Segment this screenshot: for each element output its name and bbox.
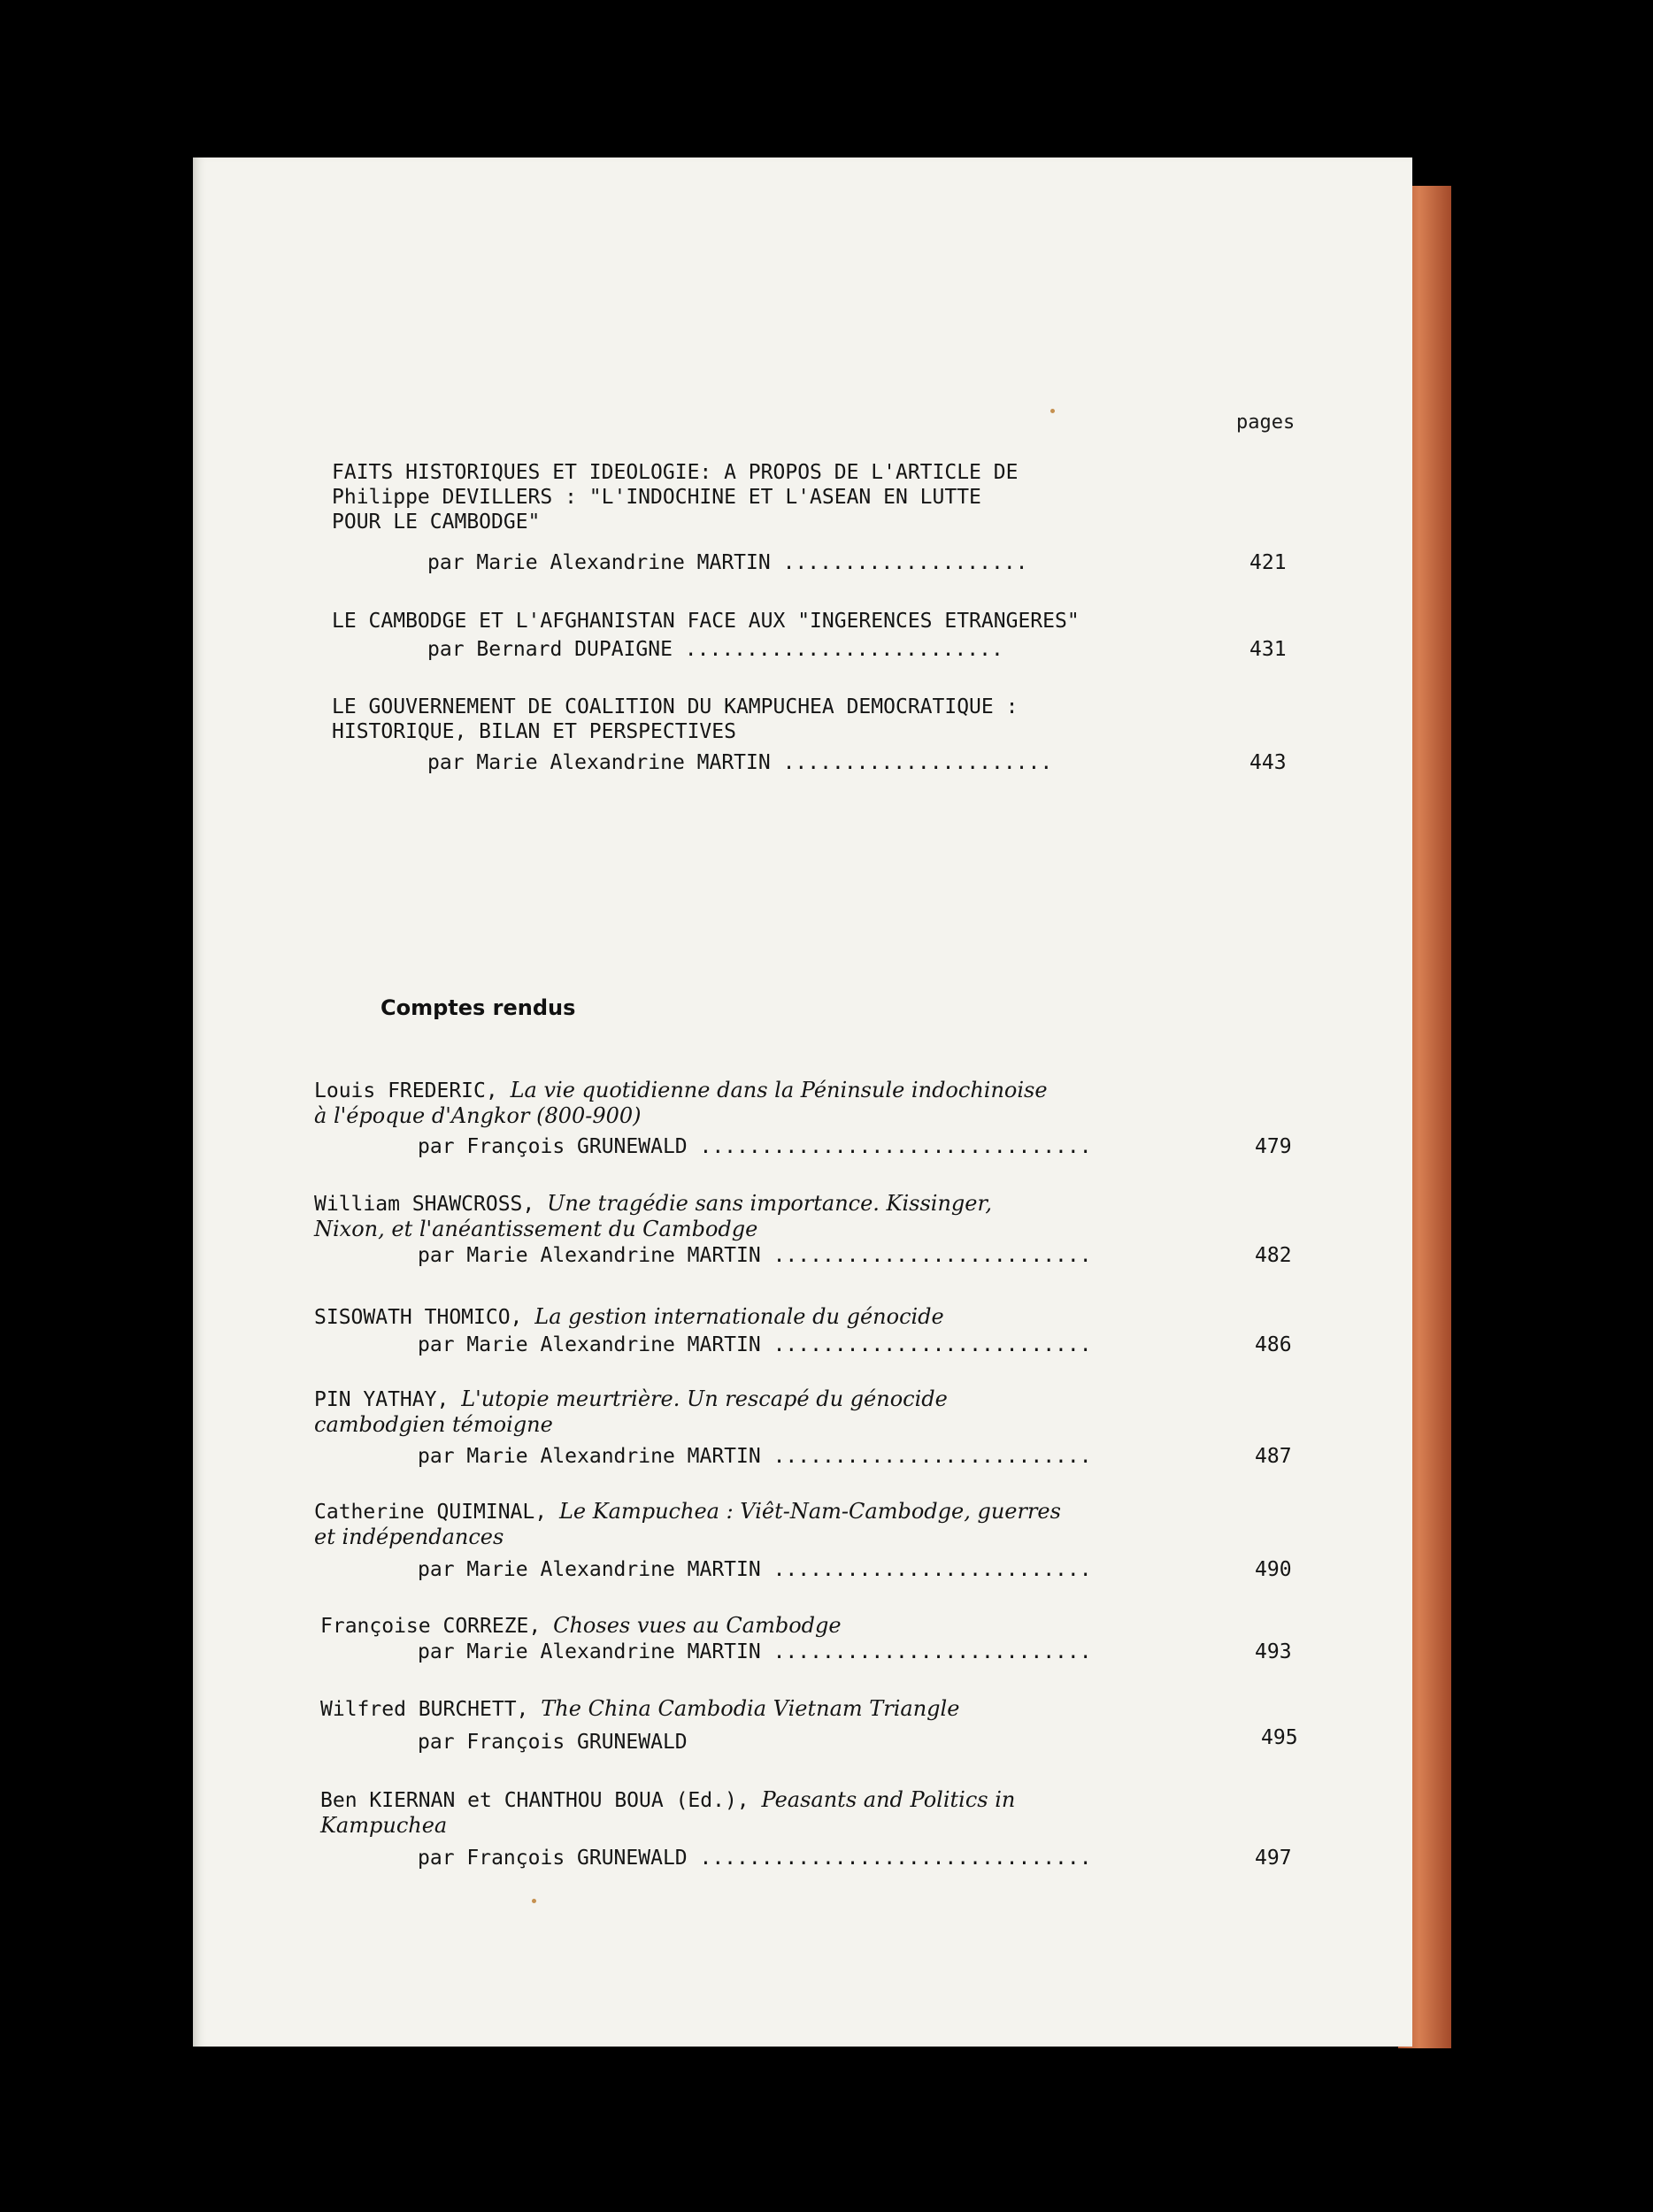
review-title: La gestion internationale du génocide: [534, 1304, 944, 1329]
review-title-continued: à l'époque d'Angkor (800-900): [314, 1103, 642, 1128]
review-entry: [320, 1613, 842, 1639]
review-entry: [320, 1787, 1015, 1838]
review-entry: [314, 1499, 1061, 1549]
review-title-continued: Kampuchea: [320, 1813, 448, 1838]
review-byline: par Marie Alexandrine MARTIN ..........................: [418, 1244, 1092, 1267]
article-title-line: POUR LE CAMBODGE": [332, 511, 541, 534]
article-title-line: Philippe DEVILLERS : "L'INDOCHINE ET L'ASEAN EN LUTTE: [332, 486, 981, 509]
review-page-number: 486: [1255, 1333, 1292, 1356]
article-byline: par Marie Alexandrine MARTIN ....................: [427, 551, 1028, 574]
article-entry: [332, 460, 1018, 534]
article-entry: [332, 695, 1018, 744]
article-byline: par Bernard DUPAIGNE ..........................: [427, 638, 1003, 661]
review-byline: par Marie Alexandrine MARTIN ..........................: [418, 1640, 1092, 1663]
review-author: William SHAWCROSS,: [314, 1193, 535, 1216]
article-title-line: LE CAMBODGE ET L'AFGHANISTAN FACE AUX "INGERENCES ETRANGERES": [332, 610, 1080, 633]
review-page-number: 479: [1255, 1135, 1292, 1158]
review-title: L'utopie meurtrière. Un rescapé du génocide: [461, 1386, 948, 1411]
review-title: Une tragédie sans importance. Kissinger,: [547, 1191, 992, 1216]
review-author: Louis FREDERIC,: [314, 1079, 498, 1102]
review-entry: [314, 1304, 944, 1330]
review-author: Catherine QUIMINAL,: [314, 1501, 548, 1524]
review-entry: [320, 1696, 959, 1722]
review-title: The China Cambodia Vietnam Triangle: [541, 1696, 960, 1721]
review-page-number: 482: [1255, 1244, 1292, 1267]
section-heading-comptes-rendus: Comptes rendus: [381, 995, 576, 1020]
review-entry: [314, 1386, 948, 1437]
article-title-line: FAITS HISTORIQUES ET IDEOLOGIE: A PROPOS DE L'ARTICLE DE: [332, 461, 1019, 484]
article-page-number: 431: [1249, 638, 1287, 661]
article-title-line: HISTORIQUE, BILAN ET PERSPECTIVES: [332, 720, 736, 743]
review-page-number: 495: [1261, 1726, 1298, 1749]
article-page-number: 421: [1249, 551, 1287, 574]
review-byline: par François GRUNEWALD ................................: [418, 1847, 1092, 1870]
review-title-continued: et indépendances: [314, 1525, 504, 1549]
article-entry: [332, 609, 1080, 634]
review-byline: par Marie Alexandrine MARTIN ..........................: [418, 1558, 1092, 1581]
article-page-number: 443: [1249, 751, 1287, 774]
review-title-continued: Nixon, et l'anéantissement du Cambodge: [314, 1217, 758, 1241]
review-author: PIN YATHAY,: [314, 1388, 450, 1411]
review-title-continued: cambodgien témoigne: [314, 1412, 553, 1437]
review-author: SISOWATH THOMICO,: [314, 1306, 523, 1329]
review-page-number: 493: [1255, 1640, 1292, 1663]
review-author: Ben KIERNAN et CHANTHOU BOUA (Ed.),: [320, 1789, 750, 1812]
ink-speck: [532, 1899, 536, 1903]
review-title: Peasants and Politics in: [761, 1787, 1016, 1812]
pages-column-label: pages: [1236, 411, 1295, 434]
review-byline: par François GRUNEWALD ................................: [418, 1135, 1092, 1158]
review-byline: par Marie Alexandrine MARTIN ..........................: [418, 1445, 1092, 1468]
review-entry: [314, 1078, 1048, 1128]
review-author: Françoise CORREZE,: [320, 1615, 542, 1638]
review-title: Choses vues au Cambodge: [553, 1613, 842, 1638]
review-byline: par Marie Alexandrine MARTIN ..........................: [418, 1333, 1092, 1356]
review-page-number: 487: [1255, 1445, 1292, 1468]
review-entry: [314, 1191, 992, 1241]
review-page-number: 490: [1255, 1558, 1292, 1581]
review-title: Le Kampuchea : Viêt-Nam-Cambodge, guerres: [558, 1499, 1061, 1524]
review-author: Wilfred BURCHETT,: [320, 1698, 529, 1721]
review-title: La vie quotidienne dans la Péninsule indochinoise: [510, 1078, 1048, 1102]
article-byline: par Marie Alexandrine MARTIN ......................: [427, 751, 1053, 774]
review-page-number: 497: [1255, 1847, 1292, 1870]
article-title-line: LE GOUVERNEMENT DE COALITION DU KAMPUCHEA DEMOCRATIQUE :: [332, 695, 1019, 718]
review-byline: par François GRUNEWALD: [418, 1731, 688, 1754]
ink-speck: [1050, 409, 1055, 413]
